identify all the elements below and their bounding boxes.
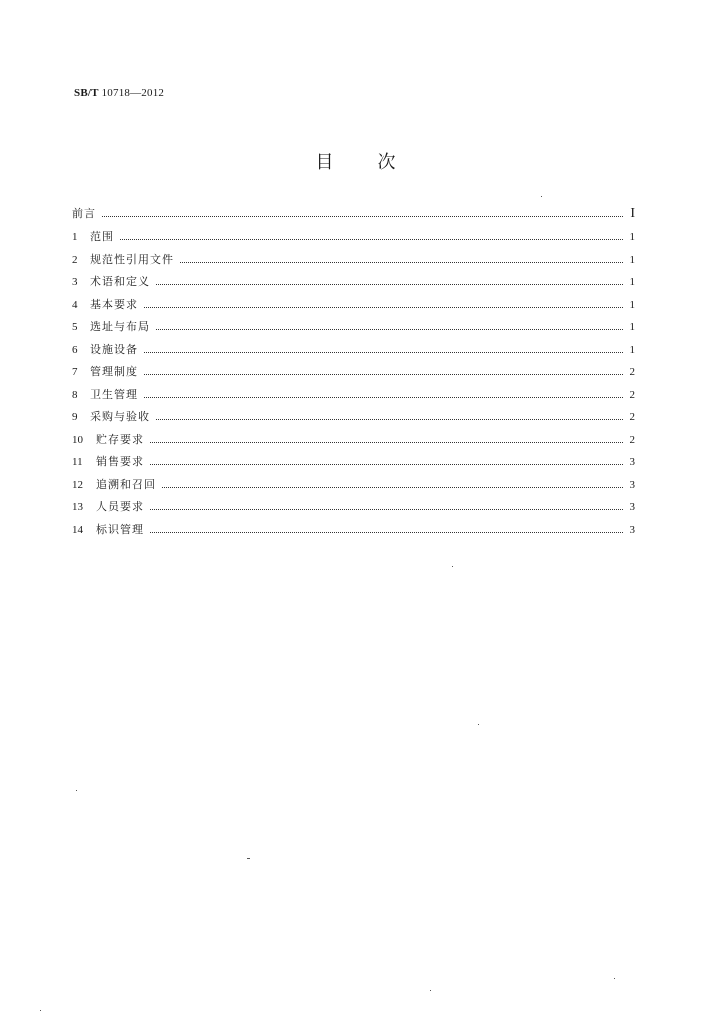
toc-entry-number: 4 xyxy=(72,298,78,311)
toc-entry-13[interactable] xyxy=(72,498,635,521)
toc-entry-label: 选址与布局 xyxy=(90,320,150,333)
toc-entry-page: 1 xyxy=(629,298,635,311)
toc-entry-11[interactable] xyxy=(72,453,635,476)
toc-entry-page: 3 xyxy=(629,523,635,536)
toc-entry-number: 3 xyxy=(72,276,78,288)
toc-entry-label: 基本要求 xyxy=(90,297,138,311)
scan-speck xyxy=(40,1010,41,1011)
toc-entry-number: 12 xyxy=(72,478,83,491)
toc-entry-number: 11 xyxy=(72,456,83,468)
scan-speck xyxy=(614,978,615,979)
dot-leader xyxy=(156,328,623,330)
standard-number: 10718—2012 xyxy=(101,87,165,99)
toc-entry-label: 术语和定义 xyxy=(90,275,150,288)
toc-entry-page: 2 xyxy=(629,433,635,446)
toc-entry-number: 2 xyxy=(72,253,78,266)
dot-leader xyxy=(150,531,623,533)
toc-entry-label: 追溯和召回 xyxy=(96,477,156,491)
toc-entry-page: 1 xyxy=(629,253,635,266)
toc-entry-page: 2 xyxy=(629,388,635,401)
toc-entry-label: 标识管理 xyxy=(96,522,144,536)
toc-entry-10[interactable] xyxy=(72,431,635,454)
dot-leader xyxy=(144,396,623,398)
dot-leader xyxy=(120,238,623,240)
toc-entry-page: 2 xyxy=(629,411,635,423)
toc-entry-label: 前言 xyxy=(72,207,96,220)
toc-entry-label: 销售要求 xyxy=(96,455,144,468)
dot-leader xyxy=(150,463,623,465)
dot-leader xyxy=(102,215,623,217)
toc-title-char-2: 次 xyxy=(377,152,396,173)
toc-entry-number: 13 xyxy=(72,501,83,513)
toc-entry-label: 采购与验收 xyxy=(90,410,150,423)
document-code xyxy=(74,87,164,99)
dot-leader xyxy=(150,508,623,510)
toc-entry-label: 人员要求 xyxy=(96,500,144,513)
toc-entry-page: 1 xyxy=(629,276,635,288)
toc-entry-label: 卫生管理 xyxy=(90,387,138,401)
dot-leader xyxy=(150,441,623,443)
scan-speck xyxy=(541,196,542,197)
toc-entry-label: 设施设备 xyxy=(90,342,138,356)
toc-entry-number: 5 xyxy=(72,321,78,333)
toc-entry-page: 3 xyxy=(629,456,635,468)
toc-entry-label: 规范性引用文件 xyxy=(90,252,174,266)
toc-entry-8[interactable] xyxy=(72,386,635,409)
toc-entry-page: 3 xyxy=(629,501,635,513)
dot-leader xyxy=(156,283,623,285)
dot-leader xyxy=(144,373,623,375)
scan-speck xyxy=(76,790,77,791)
toc-entry-label: 范围 xyxy=(90,230,114,243)
toc-entry-6[interactable] xyxy=(72,341,635,364)
toc-entry-page: 1 xyxy=(629,231,635,243)
toc-entry-14[interactable] xyxy=(72,521,635,544)
toc-title xyxy=(0,148,711,174)
toc-entry-number: 6 xyxy=(72,343,78,356)
toc-entry-page: 1 xyxy=(629,343,635,356)
toc-entry-9[interactable] xyxy=(72,408,635,431)
toc-entry-number: 9 xyxy=(72,411,78,423)
toc-entry-2[interactable] xyxy=(72,251,635,274)
toc-entry-number: 1 xyxy=(72,231,78,243)
dot-leader xyxy=(180,261,623,263)
toc-entry-number: 10 xyxy=(72,433,83,446)
dot-leader xyxy=(144,306,623,308)
toc-entry-foreword[interactable] xyxy=(72,205,635,228)
toc-entry-number: 14 xyxy=(72,523,83,536)
toc-entry-number: 8 xyxy=(72,388,78,401)
toc-entry-page: 1 xyxy=(629,321,635,333)
scan-speck xyxy=(247,858,250,859)
toc-entry-4[interactable] xyxy=(72,296,635,319)
toc-entry-1[interactable] xyxy=(72,228,635,251)
toc-entry-5[interactable] xyxy=(72,318,635,341)
toc-entry-7[interactable] xyxy=(72,363,635,386)
toc-title-char-1: 目 xyxy=(315,152,334,173)
table-of-contents xyxy=(72,205,635,543)
dot-leader xyxy=(144,351,623,353)
toc-entry-label: 贮存要求 xyxy=(96,432,144,446)
standard-prefix: SB/T xyxy=(74,87,99,99)
dot-leader xyxy=(156,418,623,420)
toc-entry-page: 2 xyxy=(629,366,635,378)
toc-entry-number: 7 xyxy=(72,366,78,378)
toc-entry-3[interactable] xyxy=(72,273,635,296)
toc-entry-12[interactable] xyxy=(72,476,635,499)
toc-entry-page: 3 xyxy=(629,478,635,491)
toc-entry-label: 管理制度 xyxy=(90,365,138,378)
dot-leader xyxy=(162,486,623,488)
scan-speck xyxy=(478,724,479,725)
toc-entry-page: I xyxy=(630,206,635,221)
scan-speck xyxy=(452,566,453,567)
scan-speck xyxy=(430,990,431,991)
